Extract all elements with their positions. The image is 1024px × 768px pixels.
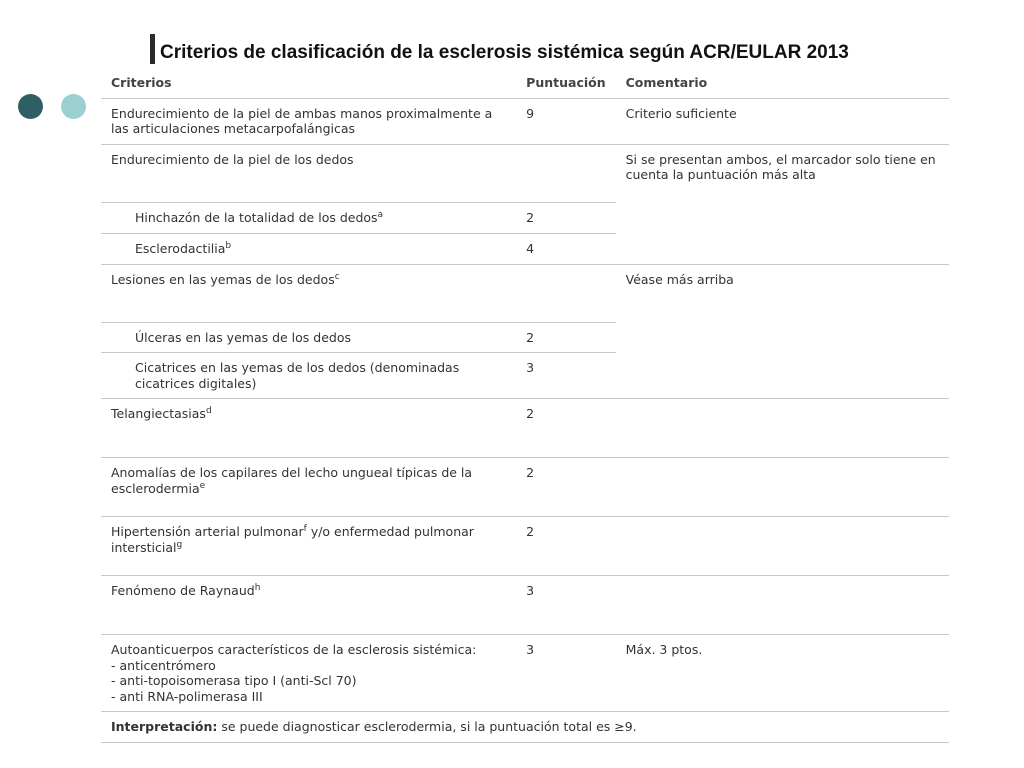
comentario-cell: Véase más arriba xyxy=(616,264,949,399)
comentario-cell xyxy=(616,517,949,576)
puntos-cell xyxy=(516,144,615,202)
criterio-cell xyxy=(101,458,516,517)
criterio-text: Fenómeno de Raynaud xyxy=(111,583,255,598)
comentario-cell xyxy=(616,576,949,635)
puntos-cell: 2 xyxy=(526,209,535,225)
criterio-cell xyxy=(101,233,516,264)
interpretation-text: se puede diagnosticar esclerodermia, si la puntuación total es ≥9. xyxy=(217,719,637,734)
comentario-cell: Criterio suficiente xyxy=(625,105,737,121)
criterio-cell: Autoanticuerpos característicos de la esclerosis sistémica: - anticentrómero - anti-topoisomerasa tipo I (anti-Scl 70) - anti RNA-polimerasa III xyxy=(111,642,477,704)
table-row xyxy=(101,399,949,458)
criterio-cell xyxy=(101,202,516,233)
table-row xyxy=(101,98,949,144)
interpretation-cell xyxy=(101,712,949,743)
criterio-text: y/o enfermedad pulmonar intersticial xyxy=(111,524,474,555)
puntos-cell: 4 xyxy=(526,240,535,256)
comentario-cell xyxy=(616,399,949,458)
table-row xyxy=(101,264,949,322)
footnote-marker: d xyxy=(205,405,212,416)
comentario-cell: Si se presentan ambos, el marcador solo tiene en cuenta la puntuación más alta xyxy=(616,144,949,264)
puntos-cell: 3 xyxy=(526,642,535,657)
criterio-cell: Endurecimiento de la piel de ambas manos proximalmente a las articulaciones metacarpofalángicas xyxy=(111,105,493,136)
header-comentario: Comentario xyxy=(625,75,708,90)
criterio-cell: Cicatrices en las yemas de los dedos (denominadas cicatrices digitales) xyxy=(135,360,460,391)
slide-title: Criterios de clasificación de la esclerosis sistémica según ACR/EULAR 2013 xyxy=(160,42,849,63)
footnote-marker: a xyxy=(377,209,384,220)
interpretation-label: Interpretación: xyxy=(111,719,218,734)
comentario-cell xyxy=(616,458,949,517)
footnote-marker: e xyxy=(199,480,206,491)
criterio-cell: Endurecimiento de la piel de los dedos xyxy=(111,151,354,167)
criterio-cell xyxy=(101,576,516,635)
header-row xyxy=(101,68,949,98)
criterio-text: Lesiones en las yemas de los dedos xyxy=(111,271,335,287)
table-row xyxy=(101,635,949,712)
puntos-cell: 2 xyxy=(526,524,535,539)
footnote-marker: f xyxy=(303,523,307,534)
table-row xyxy=(101,576,949,635)
interpretation-row xyxy=(101,712,949,743)
puntos-cell: 2 xyxy=(526,406,535,421)
footnote-marker: c xyxy=(334,271,340,282)
footnote-marker: b xyxy=(225,240,232,251)
criterio-text: Anomalías de los capilares del lecho ungueal típicas de la esclerodermia xyxy=(111,465,473,496)
criteria-table xyxy=(101,68,949,743)
criterio-text: Telangiectasias xyxy=(111,406,206,421)
footnote-marker: g xyxy=(176,539,183,550)
criterio-text: Hipertensión arterial pulmonar xyxy=(111,524,304,539)
decorative-dot-light xyxy=(61,94,86,119)
criterio-cell xyxy=(101,264,516,322)
puntos-cell: 9 xyxy=(526,105,535,121)
table-row xyxy=(101,517,949,576)
table-row xyxy=(101,458,949,517)
criterio-cell: Úlceras en las yemas de los dedos xyxy=(135,329,352,345)
header-puntuacion: Puntuación xyxy=(526,75,606,90)
criterio-text: Hinchazón de la totalidad de los dedos xyxy=(135,209,378,225)
criterio-text: Esclerodactilia xyxy=(135,240,226,256)
puntos-cell: 3 xyxy=(526,583,535,598)
table-row xyxy=(101,144,949,202)
criterio-cell xyxy=(101,517,516,576)
comentario-cell: Máx. 3 ptos. xyxy=(625,642,703,657)
header-criterios: Criterios xyxy=(111,75,172,90)
criterio-cell xyxy=(101,399,516,458)
decorative-dot-dark xyxy=(18,94,43,119)
footnote-marker: h xyxy=(254,582,261,593)
puntos-cell xyxy=(516,264,615,322)
puntos-cell: 2 xyxy=(526,465,535,480)
title-accent-bar xyxy=(150,34,155,64)
puntos-cell: 3 xyxy=(526,360,535,375)
puntos-cell: 2 xyxy=(526,329,535,345)
